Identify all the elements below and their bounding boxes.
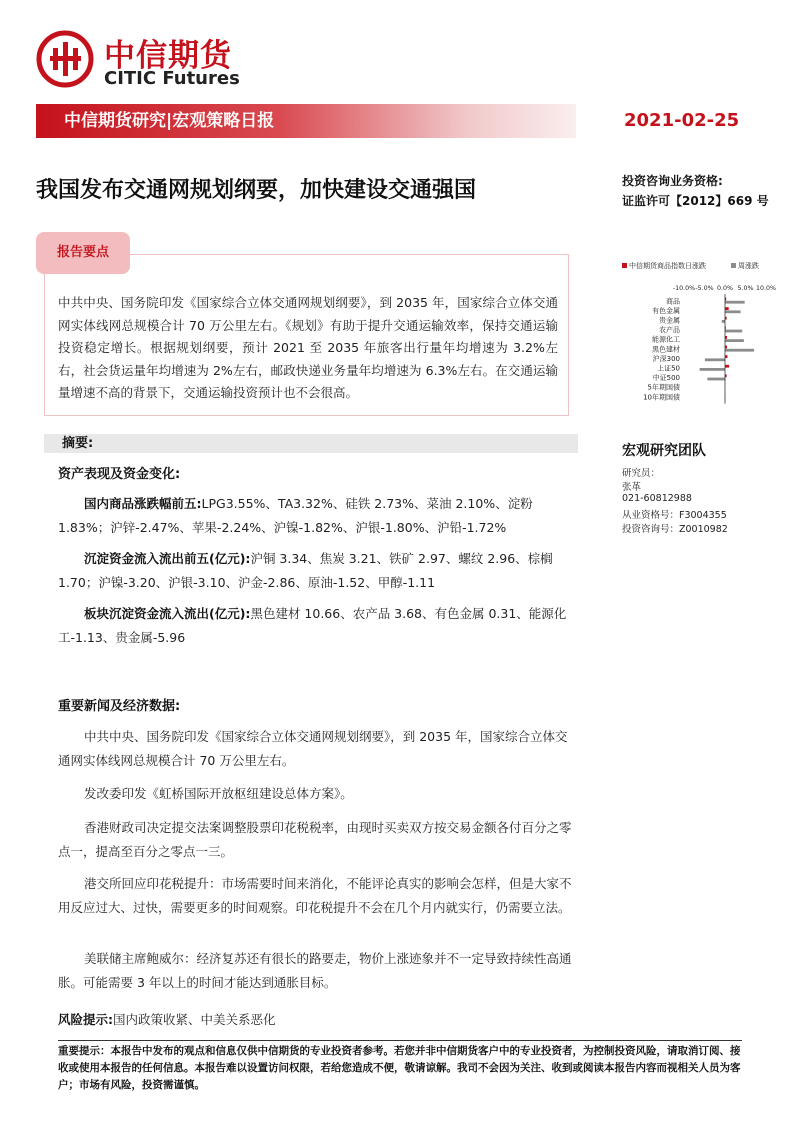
commodity-index-chart [612, 254, 782, 414]
team-phone: 021-60812988 [622, 493, 692, 504]
key-points-tab: 报告要点 [36, 232, 130, 274]
summary-label: 摘要: [62, 436, 94, 451]
team-advisor-number: 投资咨询号：Z0010982 [622, 524, 728, 535]
brand-name-cn: 中信期货 [104, 38, 232, 74]
license-title: 投资咨询业务资格: [622, 174, 723, 188]
bar-weekly-change [725, 349, 754, 352]
x-tick-label: -5.0% [695, 285, 714, 292]
flows-paragraph [58, 547, 578, 595]
summary-bar [44, 434, 578, 453]
license-number: 证监许可【2012】669 号 [622, 194, 769, 208]
bar-weekly-change [707, 378, 725, 381]
brand-name-en: CITIC Futures [104, 68, 240, 89]
chart-legend [622, 261, 759, 270]
asset-section-heading: 资产表现及资金变化: [58, 467, 181, 482]
risk-text: 国内政策收紧、中美关系恶化 [113, 1012, 276, 1027]
gainers-text: LPG3.55%、TA3.32%、硅铁 2.73%、菜油 2.10%、淀粉 1.83%；沪锌-2.47%、苹果-2.24%、沪镍-1.82%、沪银-1.80%、沪铅-1.72% [58, 496, 533, 535]
bar-weekly-change [705, 358, 725, 361]
gainers-label: 国内商品涨跌幅前五: [84, 496, 202, 511]
bar-weekly-change [725, 339, 744, 342]
team-role: 研究员： [622, 468, 661, 479]
news-item: 发改委印发《虹桥国际开放枢纽建设总体方案》。 [84, 786, 353, 801]
team-heading: 宏观研究团队 [622, 443, 706, 459]
footer-divider [58, 1040, 742, 1041]
flows-text: 沪铜 3.34、焦炭 3.21、铁矿 2.97、螺纹 2.96、棕榈 1.70；沪镍-3.20、沪银-3.10、沪金-2.86、原油-1.52、甲醇-1.11 [58, 551, 553, 590]
bar-weekly-change [722, 320, 725, 323]
sectors-paragraph [58, 602, 578, 650]
legend-label-weekly: 周涨跌 [738, 262, 759, 270]
category-label: 中证500 [652, 374, 680, 383]
category-label: 商品 [666, 297, 680, 306]
legend-label-daily: 中信期货商品指数日涨跌 [629, 262, 706, 270]
category-label: 5年期国债 [647, 383, 680, 392]
x-tick-label: -10.0% [672, 285, 696, 292]
category-label: 上证50 [657, 364, 680, 373]
sectors-text: 黑色建材 10.66、农产品 3.68、有色金属 0.31、能源化工-1.13、贵金属-5.96 [58, 606, 567, 645]
news-item: 中共中央、国务院印发《国家综合立体交通网规划纲要》，到 2035 年，国家综合立体交通网实体线网总规模合计 70 万公里左右。 [58, 729, 568, 768]
team-cert-number: 从业资格号：F3004355 [622, 510, 727, 521]
team-member-name: 张革 [622, 482, 642, 493]
sectors-label: 板块沉淀资金流入流出(亿元): [84, 606, 251, 621]
risk-label: 风险提示: [58, 1012, 113, 1027]
report-date: 2021-02-25 [624, 110, 740, 131]
bar-weekly-change [725, 330, 742, 333]
risk-line [58, 1008, 578, 1032]
category-label: 沪深300 [652, 354, 680, 363]
news-item: 香港财政司决定提交法案调整股票印花税税率，由现时买卖双方按交易金额各付百分之零点一，提高至百分之零点一三。 [58, 820, 572, 859]
legend-swatch-daily [622, 263, 627, 268]
key-points-text: 中共中央、国务院印发《国家综合立体交通网规划纲要》，到 2035 年，国家综合立体交通网实体线网总规模合计 70 万公里左右。《规划》有助于提升交通运输效率，保持交通运输投资稳定增长。根据规划纲要，预计 2021 至 2035 年旅客出行量年均增速为 3.2%左右，社会货运量年均增速为 2%左右，邮政快递业务量年均增速为 6.3%左右。在交通运输量增速不高的背景下，交通运输投资预计也不会很高。 [58, 295, 558, 400]
footer-disclaimer: 重要提示：本报告中发布的观点和信息仅供中信期货的专业投资者参考。若您并非中信期货客户中的专业投资者，为控制投资风险，请取消订阅、接收或使用本报告的任何信息。本报告难以设置访问权限，若给您造成不便，敬请谅解。我司不会因为关注、收到或阅读本报告内容而视相关人员为客户；市场有风险，投资需谨慎。 [58, 1045, 741, 1091]
x-tick-label: 0.0% [717, 285, 733, 292]
category-label: 贵金属 [659, 316, 680, 325]
bar-daily-change [725, 365, 729, 368]
news-section-heading: 重要新闻及经济数据: [58, 699, 181, 714]
x-tick-label: 10.0% [755, 285, 777, 292]
x-tick-label: 5.0% [737, 285, 754, 292]
category-label: 黑色建材 [652, 345, 680, 354]
category-label: 能源化工 [652, 335, 680, 344]
legend-swatch-weekly [731, 263, 736, 268]
gainers-paragraph [58, 492, 578, 540]
bar-daily-change [725, 307, 729, 310]
bar-weekly-change [725, 310, 741, 313]
report-series-title: 中信期货研究|宏观策略日报 [64, 111, 275, 131]
page-title: 我国发布交通网规划纲要，加快建设交通强国 [36, 178, 477, 203]
bar-weekly-change [700, 368, 725, 371]
bar-weekly-change [725, 301, 745, 304]
category-label: 有色金属 [652, 306, 680, 315]
flows-label: 沉淀资金流入流出前五(亿元): [84, 551, 251, 566]
category-label: 农产品 [659, 326, 680, 335]
news-item: 美联储主席鲍威尔：经济复苏还有很长的路要走，物价上涨迹象并不一定导致持续性高通胀。可能需要 3 年以上的时间才能达到通胀目标。 [58, 951, 572, 990]
citic-logo-icon [36, 30, 94, 88]
category-label: 10年期国债 [643, 393, 680, 402]
news-item: 港交所回应印花税提升：市场需要时间来消化，不能评论真实的影响会怎样，但是大家不用反应过大、过快，需要更多的时间观察。印花税提升不会在几个月内就实行，仍需要立法。 [58, 876, 572, 915]
